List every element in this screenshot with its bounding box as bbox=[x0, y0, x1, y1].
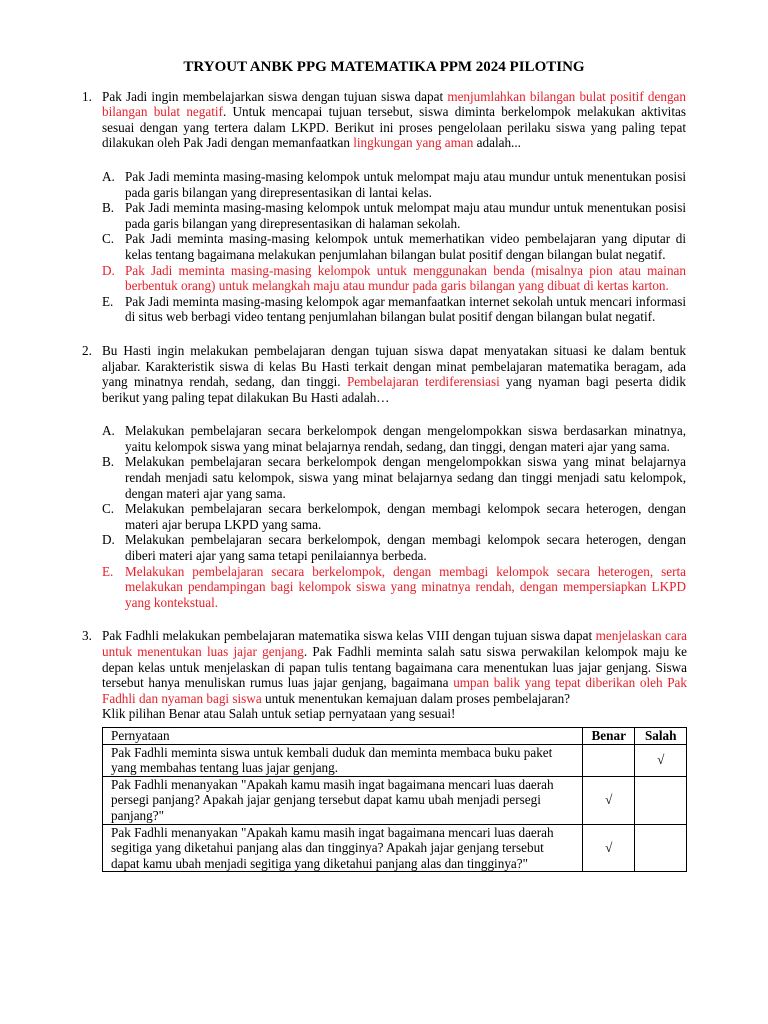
option-c[interactable]: C. Melakukan pembelajaran secara berkelompok, dengan membagi kelompok secara heterogen, dengan materi ajar berupa LKPD yang sama. bbox=[102, 501, 686, 532]
option-e-correct[interactable]: E. Melakukan pembelajaran secara berkelompok, dengan membagi kelompok secara heterogen, serta melakukan pendampingan bagi kelompok siswa yang minatnya rendah, dengan mempersiapkan LKPD yang kontekstual. bbox=[102, 563, 686, 610]
header-salah: Salah bbox=[635, 727, 687, 744]
table-row bbox=[103, 824, 687, 872]
document-title: TRYOUT ANBK PPG MATEMATIKA PPM 2024 PILOTING bbox=[183, 59, 585, 75]
option-b[interactable]: B. Melakukan pembelajaran secara berkelompok dengan mengelompokkan siswa yang minat belajarnya rendah menjadi satu kelompok, siswa yang minat belajarnya sedang dan tinggi menjadi satu kelompok, dengan materi ajar yang sama. bbox=[102, 454, 686, 501]
option-d-correct[interactable]: D. Pak Jadi meminta masing-masing kelompok untuk menggunakan benda (misalnya pion atau mainan berbentuk orang) untuk melangkah maju atau mundur pada garis bilangan yang dibuat di kertas karton. bbox=[102, 262, 686, 294]
question-number: 3. bbox=[82, 628, 92, 644]
highlight-learning-goal: menjumlahkan bilangan bulat positif dengan bilangan bulat negatif bbox=[102, 88, 686, 120]
table-row bbox=[103, 744, 687, 776]
salah-cell[interactable]: √ bbox=[635, 744, 687, 776]
salah-cell[interactable] bbox=[635, 824, 687, 872]
highlight-feedback: umpan balik yang tepat diberikan oleh Pak Fadhli dan nyaman bagi siswa bbox=[102, 675, 688, 706]
table-header-row bbox=[103, 727, 687, 744]
options-list bbox=[102, 169, 686, 325]
statement-table bbox=[102, 727, 687, 872]
statement-cell: Pak Fadhli meminta siswa untuk kembali duduk dan meminta membaca buku paket yang membahas tentang luas jajar genjang. bbox=[103, 744, 583, 776]
statement-cell: Pak Fadhli menanyakan "Apakah kamu masih ingat bagaimana mencari luas daerah persegi panjang? Apakah jajar genjang tersebut dapat kamu ubah menjadi persegi panjang?" bbox=[103, 776, 583, 824]
option-e[interactable]: E. Pak Jadi meminta masing-masing kelompok agar memanfaatkan internet sekolah untuk mencari informasi di situs web berbagi video tentang penjumlahan bilangan bulat positif dengan bilangan bulat negatif. bbox=[102, 293, 686, 325]
highlight-learning-goal: menjelaskan cara untuk menentukan luas jajar genjang bbox=[102, 628, 687, 659]
question-3 bbox=[82, 628, 686, 872]
benar-cell[interactable] bbox=[582, 744, 635, 776]
question-text: Pak Fadhli melakukan pembelajaran matematika siswa kelas VIII dengan tujuan siswa dapat menjelaskan cara untuk menentukan luas jajar genjang. Pak Fadhli meminta salah satu siswa perwakilan kelompok maju ke depan kelas untuk menjelaskan di papan tulis tentang bagaimana cara menentukan luas jajar genjang. Siswa tersebut hanya menuliskan rumus luas jajar genjang, bagaimana umpan balik yang tepat diberikan oleh Pak Fadhli dan nyaman bagi siswa untuk menentukan kemajuan dalam proses pembelajaran? bbox=[102, 628, 688, 706]
options-list bbox=[102, 423, 686, 610]
option-d[interactable]: D. Melakukan pembelajaran secara berkelompok, dengan membagi kelompok secara heterogen, dengan diberi materi ajar yang sama tetapi penilaiannya berbeda. bbox=[102, 532, 686, 564]
question-2 bbox=[82, 343, 686, 611]
option-c[interactable]: C. Pak Jadi meminta masing-masing kelompok untuk memerhatikan video pembelajaran yang diputar di kelas tentang bagaimana melakukan penjumlahan bilangan bulat positif dengan bilangan bulat negatif. bbox=[102, 231, 686, 262]
question-number: 1. bbox=[82, 88, 92, 104]
salah-cell[interactable] bbox=[635, 776, 687, 824]
table-row bbox=[103, 776, 687, 824]
question-instruction: Klik pilihan Benar atau Salah untuk setiap pernyataan yang sesuai! bbox=[102, 706, 456, 722]
header-statement: Pernyataan bbox=[103, 727, 583, 744]
statement-cell: Pak Fadhli menanyakan "Apakah kamu masih ingat bagaimana mencari luas daerah segitiga yang diketahui panjang alas dan tingginya? Apakah jajar genjang tersebut dapat kamu ubah menjadi segitiga yang diketahui panjang alas dan tingginya?" bbox=[103, 824, 583, 872]
option-a[interactable]: A. Melakukan pembelajaran secara berkelompok dengan mengelompokkan siswa berdasarkan minatnya, yaitu kelompok siswa yang minat belajarnya rendah, sedang, dan tinggi, dengan materi ajar yang sama. bbox=[102, 423, 686, 454]
option-b[interactable]: B. Pak Jadi meminta masing-masing kelompok untuk melompat maju atau mundur untuk menentukan posisi pada garis bilangan yang direpresentasikan di halaman sekolah. bbox=[102, 200, 686, 231]
question-number: 2. bbox=[82, 342, 92, 358]
question-text: Bu Hasti ingin melakukan pembelajaran dengan tujuan siswa dapat menyatakan situasi ke dalam bentuk aljabar. Karakteristik siswa di kelas Bu Hasti terkait dengan minat pembelajaran matematika beragam, ada yang minatnya rendah, sedang, dan tinggi. Pembelajaran terdiferensiasi yang nyaman bagi peserta didik berikut yang paling tepat dilakukan Bu Hasti adalah… bbox=[102, 342, 686, 405]
highlight-safe-environment: lingkungan yang aman bbox=[353, 135, 474, 151]
header-benar: Benar bbox=[582, 727, 635, 744]
question-1 bbox=[82, 89, 686, 325]
option-a[interactable]: A. Pak Jadi meminta masing-masing kelompok untuk melompat maju atau mundur untuk menentukan posisi pada garis bilangan yang direpresentasikan di lantai kelas. bbox=[102, 168, 686, 200]
benar-cell[interactable]: √ bbox=[582, 824, 635, 872]
question-text: Pak Jadi ingin membelajarkan siswa dengan tujuan siswa dapat menjumlahkan bilangan bulat positif dengan bilangan bulat negatif. Untuk mencapai tujuan tersebut, siswa diminta berkelompok melakukan aktivitas sesuai dengan yang tertera dalam LKPD. Berikut ini proses pengelolaan perilaku siswa yang paling tepat dilakukan oleh Pak Jadi dengan memanfaatkan lingkungan yang aman adalah... bbox=[102, 88, 686, 151]
highlight-differentiated: Pembelajaran terdiferensiasi bbox=[346, 374, 500, 390]
benar-cell[interactable]: √ bbox=[582, 776, 635, 824]
